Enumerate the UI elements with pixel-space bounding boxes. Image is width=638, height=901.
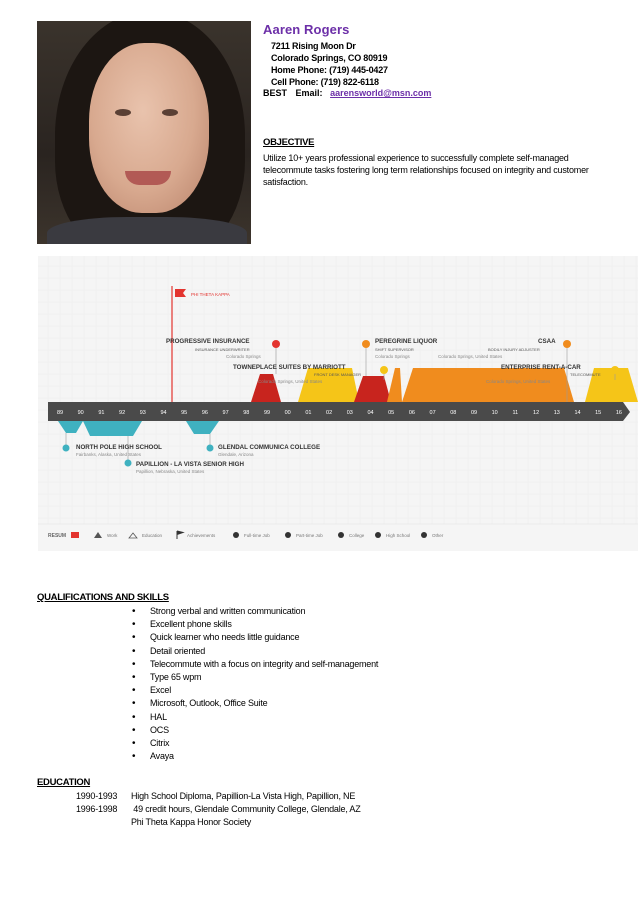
skill-item: • Avaya	[130, 750, 378, 763]
year-label: 06	[408, 410, 415, 416]
job-shape-peregrine-red	[354, 376, 391, 402]
job-title-towneplace: TOWNEPLACE SUITES BY MARRIOTT	[233, 364, 346, 371]
flag-icon	[177, 531, 183, 539]
parttime-marker	[362, 340, 370, 348]
job-role-enterprise: TELECOMMUTE	[570, 372, 601, 377]
school-place-papillion: Papillion, Nebraska, United States	[136, 469, 205, 474]
year-label: 05	[388, 410, 395, 416]
year-label: 09	[470, 410, 478, 416]
school-title-papillion: PAPILLION - LA VISTA SENIOR HIGH	[136, 461, 244, 468]
job-role-peregrine: SHIFT SUPERVISOR	[375, 347, 414, 352]
job-place-csaa: Colorado Springs, United States	[438, 354, 503, 359]
year-label: 12	[533, 410, 540, 416]
year-label: 98	[243, 410, 250, 416]
college-marker	[207, 445, 214, 452]
skill-item: • Excellent phone skills	[130, 618, 378, 631]
fulltime-icon	[233, 532, 239, 538]
fulltime-marker	[611, 366, 619, 374]
school-title-glendale: GLENDAL COMMUNICA COLLEGE	[218, 444, 321, 451]
education-row	[76, 791, 355, 801]
legend-other: Other	[432, 533, 444, 538]
year-label: 96	[201, 410, 208, 416]
highschool-marker	[125, 460, 132, 467]
email-label: Email:	[295, 88, 323, 98]
parttime-icon	[285, 532, 291, 538]
year-label: 16	[615, 410, 622, 416]
legend-college: College	[349, 533, 365, 538]
skill-item: • HAL	[130, 711, 378, 724]
education-years: 1996-1998	[76, 804, 118, 814]
email-row	[263, 88, 431, 98]
year-label: 93	[139, 410, 146, 416]
year-label: 92	[119, 410, 126, 416]
year-label: 13	[553, 410, 560, 416]
job-role-progressive: INSURANCE UNDERWRITER	[195, 347, 250, 352]
job-place-peregrine: Colorado Springs	[375, 354, 410, 359]
year-label: 08	[450, 410, 457, 416]
skill-item: • Type 65 wpm	[130, 671, 378, 684]
address-line1: 7211 Rising Moon Dr	[271, 41, 356, 51]
fulltime-marker	[380, 366, 388, 374]
school-shape-papillion	[83, 421, 142, 436]
skill-item: • Excel	[130, 684, 378, 697]
career-timeline	[38, 256, 638, 551]
flag-icon	[175, 289, 186, 297]
education-detail: 49 credit hours, Glendale Community College, Glendale, AZ	[131, 804, 361, 814]
objective-text: Utilize 10+ years professional experience to successfully complete self-managed telecommute tasks fostering long term relationships focused on integrity and customer satisfaction.	[263, 153, 589, 187]
year-label: 00	[284, 410, 291, 416]
job-title-progressive: PROGRESSIVE INSURANCE	[166, 338, 250, 345]
year-label: 91	[98, 410, 105, 416]
fulltime-marker	[563, 340, 571, 348]
job-title-enterprise: ENTERPRISE RENT-A-CAR	[501, 364, 581, 371]
year-label: 90	[77, 410, 84, 416]
achievement-label: PHI THETA KAPPA	[191, 292, 230, 297]
year-label: 15	[595, 410, 602, 416]
school-shape-northpole	[58, 421, 83, 433]
year-label: 97	[222, 410, 229, 416]
job-title-peregrine: PEREGRINE LIQUOR	[375, 338, 438, 345]
year-label: 14	[574, 410, 581, 416]
education-icon	[129, 533, 137, 538]
cell-phone: Cell Phone: (719) 822-6118	[271, 77, 379, 87]
resume-name: Aaren Rogers	[263, 22, 350, 37]
skill-item: • Telecommute with a focus on integrity and self-management	[130, 658, 378, 671]
education-years: 1990-1993	[76, 791, 118, 801]
best-label: BEST	[263, 88, 288, 98]
profile-photo	[37, 21, 251, 244]
legend-parttime: Part-time Job	[296, 533, 323, 538]
home-phone: Home Phone: (719) 445-0427	[271, 65, 388, 75]
skill-item: • Detail oriented	[130, 645, 378, 658]
year-label: 07	[429, 410, 436, 416]
legend-fulltime: Full-time Job	[244, 533, 270, 538]
year-label: 89	[56, 410, 64, 416]
education-heading: EDUCATION	[37, 777, 91, 788]
year-label: 02	[326, 410, 333, 416]
job-role-towneplace: FRONT DESK MANAGER	[314, 372, 362, 377]
timeline-svg	[38, 256, 638, 551]
school-place-northpole: Fairbanks, Alaska, United States	[76, 452, 142, 457]
address-line2: Colorado Springs, CO 80919	[271, 53, 388, 63]
college-icon	[338, 532, 344, 538]
year-label: 95	[181, 410, 188, 416]
job-place-enterprise: Colorado Springs, United States	[486, 379, 551, 384]
skills-list	[130, 605, 378, 763]
education-row	[76, 804, 361, 814]
education-detail: High School Diploma, Papillion-La Vista High, Papillion, NE	[131, 791, 356, 801]
year-label: 11	[512, 410, 519, 416]
skill-item: • Microsoft, Outlook, Office Suite	[130, 697, 378, 710]
job-shape-peregrine	[387, 368, 402, 402]
legend-brand: RESUM	[48, 533, 67, 539]
school-place-glendale: Glendale, Arizona	[218, 452, 254, 457]
school-title-northpole: NORTH POLE HIGH SCHOOL	[76, 444, 162, 451]
legend-education: Education	[142, 533, 163, 538]
year-label: 04	[367, 410, 374, 416]
skill-item: • Strong verbal and written communication	[130, 605, 378, 618]
highschool-icon	[375, 532, 381, 538]
school-shape-glendale	[186, 421, 219, 434]
work-icon	[94, 532, 102, 538]
job-place-towneplace: Colorado Springs, United States	[258, 379, 323, 384]
job-role-csaa: BODILY INJURY ADJUSTER	[488, 347, 540, 352]
legend-work: Work	[107, 533, 118, 538]
fulltime-marker	[272, 340, 280, 348]
year-label: 03	[346, 410, 353, 416]
qualifications-heading: QUALIFICATIONS AND SKILLS	[37, 592, 169, 603]
legend-achievements: Achievements	[187, 533, 216, 538]
education-honor: Phi Theta Kappa Honor Society	[131, 817, 252, 827]
year-label: 94	[160, 410, 167, 416]
skill-item: • Citrix	[130, 737, 378, 750]
job-title-csaa: CSAA	[538, 338, 556, 345]
email-link[interactable]: aarensworld@msn.com	[330, 88, 432, 98]
timeline-axis	[48, 402, 630, 421]
job-place-progressive: Colorado Springs	[226, 354, 261, 359]
objective-heading: OBJECTIVE	[263, 137, 315, 148]
job-shape-enterprise	[402, 368, 574, 402]
year-label: 99	[263, 410, 271, 416]
year-label: 01	[305, 410, 312, 416]
skill-item: • OCS	[130, 724, 378, 737]
year-label: 10	[491, 410, 498, 416]
other-icon	[421, 532, 427, 538]
brand-mark	[71, 532, 79, 538]
legend-highschool: High School	[386, 533, 411, 538]
skill-item: • Quick learner who needs little guidance	[130, 631, 378, 644]
highschool-marker	[63, 445, 70, 452]
